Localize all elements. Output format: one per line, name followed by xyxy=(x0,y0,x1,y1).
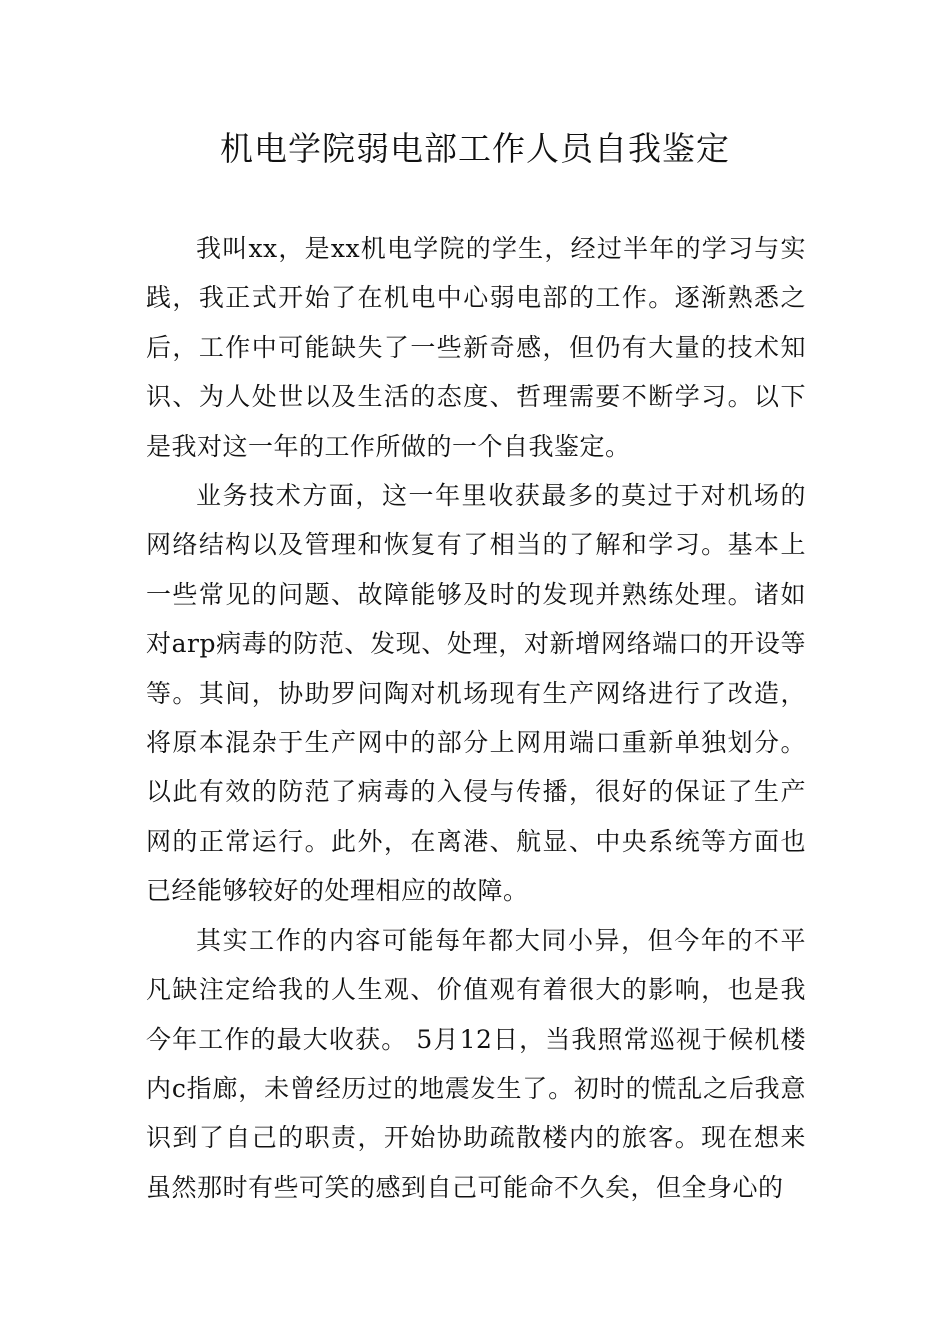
document-body xyxy=(146,224,806,1212)
paragraph-intro: 我叫xx，是xx机电学院的学生，经过半年的学习与实践，我正式开始了在机电中心弱电部的工作。逐渐熟悉之后，工作中可能缺失了一些新奇感，但仍有大量的技术知识、为人处世以及生活的态度、哲理需要不断学习。以下是我对这一年的工作所做的一个自我鉴定。 xyxy=(146,234,806,461)
paragraph-earthquake: 其实工作的内容可能每年都大同小异，但今年的不平凡缺注定给我的人生观、价值观有着很大的影响，也是我今年工作的最大收获。 5月12日，当我照常巡视于候机楼内c指廊，未曾经历过的地震发生了。初时的慌乱之后我意识到了自己的职责，开始协助疏散楼内的旅客。现在想来虽然那时有些可笑的感到自己可能命不久矣，但全身心的 xyxy=(146,925,806,1202)
document-title: 机电学院弱电部工作人员自我鉴定 xyxy=(220,129,730,168)
paragraph-technical: 业务技术方面，这一年里收获最多的莫过于对机场的网络结构以及管理和恢复有了相当的了解和学习。基本上一些常见的问题、故障能够及时的发现并熟练处理。诸如对arp病毒的防范、发现、处理，对新增网络端口的开设等等。其间，协助罗问陶对机场现有生产网络进行了改造，将原本混杂于生产网中的部分上网用端口重新单独划分。以此有效的防范了病毒的入侵与传播，很好的保证了生产网的正常运行。此外，在离港、航显、中央系统等方面也已经能够较好的处理相应的故障。 xyxy=(146,481,806,906)
